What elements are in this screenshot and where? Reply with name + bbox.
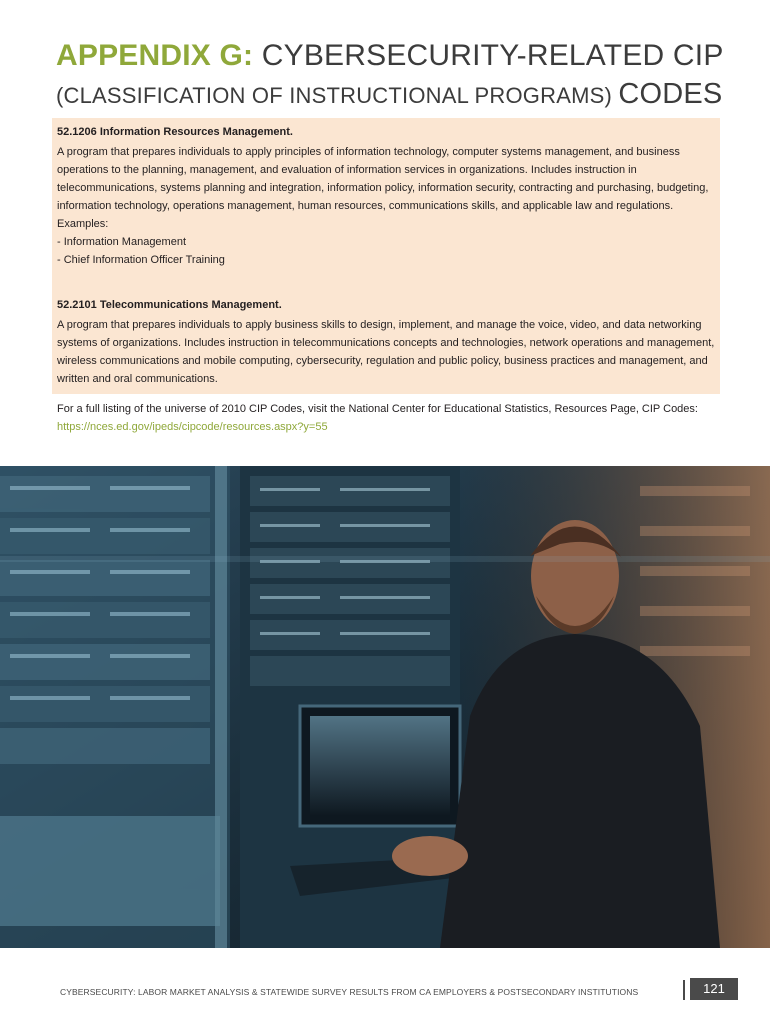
subtitle-line [56, 76, 746, 114]
server-room-photo [0, 466, 770, 948]
page-number: 121 [690, 978, 738, 1000]
example-item: - Chief Information Officer Training [57, 254, 225, 266]
cip-entry [57, 296, 717, 388]
server-room-illustration [0, 466, 770, 948]
title-rest: CYBERSECURITY-RELATED CIP [253, 39, 724, 72]
page-title [56, 38, 746, 114]
entry-heading: 52.1206 Information Resources Management. [57, 126, 293, 138]
entry-body: A program that prepares individuals to apply principles of information technology, computer systems management, and business operations to the planning, management, and evaluation of information services in organizations. Includes instruction in telecommunications, systems planning and integration, information policy, information security, contracting and purchasing, budgeting, information technology, operations management, human resources, communications skills, and applicable law and regulations. [57, 146, 709, 212]
title-line [56, 38, 746, 74]
cip-codes-box [52, 118, 720, 394]
example-item: - Information Management [57, 236, 187, 248]
title-accent: APPENDIX G: [56, 39, 254, 72]
cip-entry [57, 123, 717, 269]
cip-codes-link[interactable]: https://nces.ed.gov/ipeds/cipcode/resources.aspx?y=55 [57, 421, 328, 433]
listing-text: For a full listing of the universe of 2010 CIP Codes, visit the National Center for Educational Statistics, Resources Page, CIP Codes: [57, 403, 698, 415]
entry-body: A program that prepares individuals to apply business skills to design, implement, and manage the voice, video, and data networking systems of organizations. Includes instruction in telecommunications concepts and technologies, network operations and management, wireless communications and mobile computing, cybersecurity, regulation and public policy, business practices and management, and written and oral communications. [57, 319, 715, 385]
title-subtitle: (CLASSIFICATION OF INSTRUCTIONAL PROGRAMS) [56, 83, 612, 108]
title-subtitle-end: CODES [618, 78, 723, 110]
entry-heading: 52.2101 Telecommunications Management. [57, 299, 282, 311]
footer-text: CYBERSECURITY: LABOR MARKET ANALYSIS & STATEWIDE SURVEY RESULTS FROM CA EMPLOYERS & POSTSECONDARY INSTITUTIONS [60, 987, 639, 997]
examples-list [57, 233, 717, 269]
footer-divider [683, 980, 685, 1000]
examples-label: Examples: [57, 218, 109, 230]
listing-note [57, 400, 717, 436]
